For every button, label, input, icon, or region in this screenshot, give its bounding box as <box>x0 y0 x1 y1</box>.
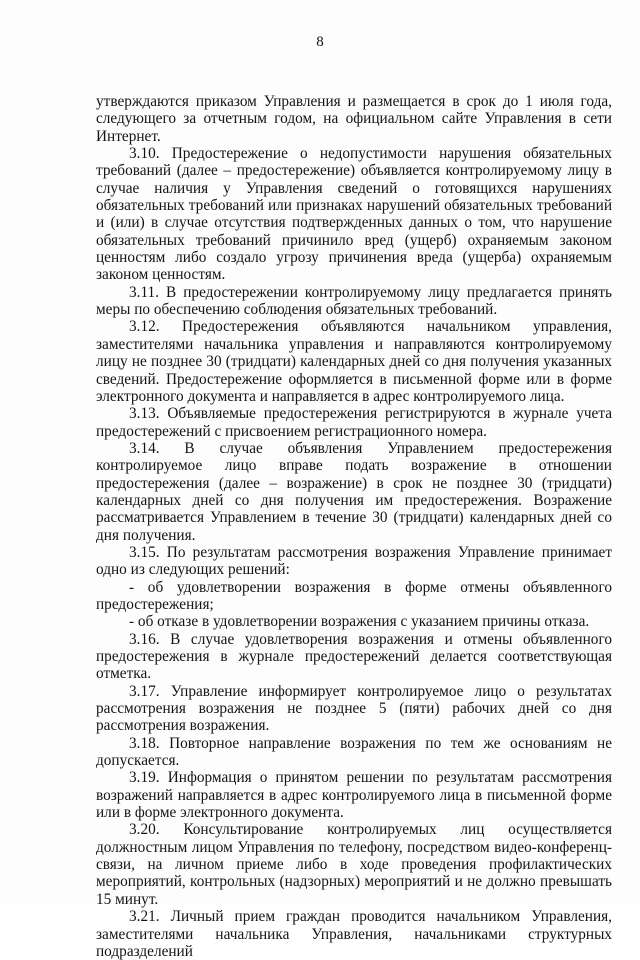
document-body <box>96 93 612 960</box>
paragraph-continuation: утверждаются приказом Управления и размещается в срок до 1 июля года, следующего за отчетным годом, на официальном сайте Управления в сети Интернет. <box>96 93 612 145</box>
paragraph-3-12: 3.12. Предостережения объявляются начальником управления, заместителями начальника управления и направляются контролируемому лицу не позднее 30 (тридцати) календарных дней со дня получения указанных сведений. Предостережение оформляется в письменной форме или в форме электронного документа и направляется в адрес контролируемого лица. <box>96 318 612 405</box>
paragraph-3-20: 3.20. Консультирование контролируемых лиц осуществляется должностным лицом Управления по телефону, посредством видео-конференц-связи, на личном приеме либо в ходе проведения профилактических мероприятий, контрольных (надзорных) мероприятий и не должно превышать 15 минут. <box>96 821 612 908</box>
paragraph-3-17: 3.17. Управление информирует контролируемое лицо о результатах рассмотрения возражения не позднее 5 (пяти) рабочих дней со дня рассмотрения возражения. <box>96 682 612 735</box>
page-number: 8 <box>316 34 324 50</box>
list-item-satisfy-objection: - об удовлетворении возражения в форме отмены объявленного предостережения; <box>96 578 612 613</box>
paragraph-3-21: 3.21. Личный прием граждан проводится начальником Управления, заместителями начальника Управления, начальниками структурных подразделений <box>96 908 612 960</box>
list-item-refuse-objection: - об отказе в удовлетворении возражения с указанием причины отказа. <box>129 613 590 631</box>
paragraph-3-13: 3.13. Объявляемые предостережения регистрируются в журнале учета предостережений с присвоением регистрационного номера. <box>96 405 612 440</box>
paragraph-3-18: 3.18. Повторное направление возражения по тем же основаниям не допускается. <box>96 734 612 770</box>
paragraph-3-16: 3.16. В случае удовлетворения возражения и отмены объявленного предостережения в журнале предостережений делается соответствующая отметка. <box>96 630 612 683</box>
paragraph-3-19: 3.19. Информация о принятом решении по результатам рассмотрения возражений направляется в адрес контролируемого лица в письменной форме или в форме электронного документа. <box>96 769 612 822</box>
paragraph-3-11: 3.11. В предостережении контролируемому лицу предлагается принять меры по обеспечению соблюдения обязательных требований. <box>96 283 612 319</box>
paragraph-3-14: 3.14. В случае объявления Управлением предостережения контролируемое лицо вправе подать возражение в отношении предостережения (далее – возражение) в срок не позднее 30 (тридцати) календарных дней со дня получения им предостережения. Возражение рассматривается Управлением в течение 30 (тридцати) календарных дней со дня получения. <box>96 439 612 544</box>
paragraph-3-10: 3.10. Предостережение о недопустимости нарушения обязательных требований (далее – предостережение) объявляется контролируемому лицу в случае наличия у Управления сведений о готовящихся нарушениях обязательных требований или признаках нарушений обязательных требований и (или) в случае отсутствия подтвержденных данных о том, что нарушение обязательных требований причинило вред (ущерб) охраняемым законом ценностям либо создало угрозу причинения вреда (ущерба) охраняемым законом ценностям. <box>96 145 612 284</box>
paragraph-3-15: 3.15. По результатам рассмотрения возражения Управление принимает одно из следующих решений: <box>96 543 612 579</box>
